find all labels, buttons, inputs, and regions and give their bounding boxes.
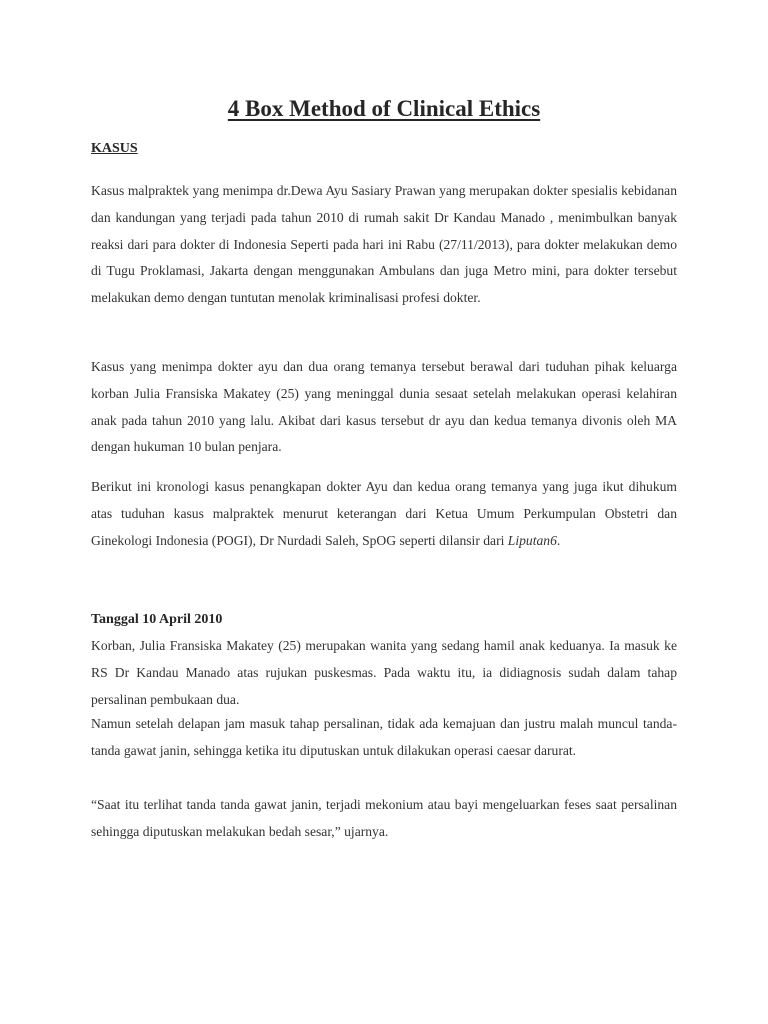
paragraph-intro: Kasus malpraktek yang menimpa dr.Dewa Ayu Sasiary Prawan yang merupakan dokter spesialis kebidanan dan kandungan yang terjadi pada tahun 2010 di rumah sakit Dr Kandau Manado , menimbulkan banyak reaksi dari para dokter di Indonesia Seperti pada hari ini Rabu (27/11/2013), para dokter melakukan demo di Tugu Proklamasi, Jakarta dengan menggunakan Ambulans dan juga Metro mini, para dokter tersebut melakukan demo dengan tuntutan menolak kriminalisasi profesi dokter. bbox=[91, 183, 677, 306]
paragraph-timeline-1: Korban, Julia Fransiska Makatey (25) merupakan wanita yang sedang hamil anak keduanya. Ia masuk ke RS Dr Kandau Manado atas rujukan puskesmas. Pada waktu itu, ia didiagnosis sudah dalam tahap persalinan pembukaan dua. bbox=[91, 638, 677, 707]
paragraph-case-origin: Kasus yang menimpa dokter ayu dan dua orang temanya tersebut berawal dari tuduhan pihak keluarga korban Julia Fransiska Makatey (25) yang meninggal dunia sesaat setelah melakukan operasi kelahiran anak pada tahun 2010 yang lalu. Akibat dari kasus tersebut dr ayu dan kedua temanya divonis oleh MA dengan hukuman 10 bulan penjara. bbox=[91, 359, 677, 455]
chronology-intro-end: . bbox=[556, 532, 561, 548]
chronology-intro-text: Berikut ini kronologi kasus penangkapan dokter Ayu dan kedua orang temanya yang juga ikut dihukum atas tuduhan kasus malpraktek menurut keterangan dari Ketua Umum Perkumpulan Obstetri dan Ginekologi Indonesia (POGI), Dr Nurdadi Saleh, SpOG seperti dilansir dari bbox=[91, 479, 677, 548]
source-name: Liputan6 bbox=[507, 532, 557, 548]
paragraph-timeline-quote: “Saat itu terlihat tanda tanda gawat janin, terjadi mekonium atau bayi mengeluarkan feses saat persalinan sehingga diputuskan melakukan bedah sesar,” ujarnya. bbox=[91, 797, 677, 839]
date-heading: Tanggal 10 April 2010 bbox=[91, 612, 223, 627]
document-title: 4 Box Method of Clinical Ethics bbox=[227, 96, 541, 121]
paragraph-chronology-intro bbox=[91, 474, 677, 554]
paragraph-timeline-2: Namun setelah delapan jam masuk tahap persalinan, tidak ada kemajuan dan justru malah muncul tanda-tanda gawat janin, sehingga ketika itu diputuskan untuk dilakukan operasi caesar darurat. bbox=[91, 716, 677, 758]
section-heading-kasus: KASUS bbox=[91, 141, 138, 156]
